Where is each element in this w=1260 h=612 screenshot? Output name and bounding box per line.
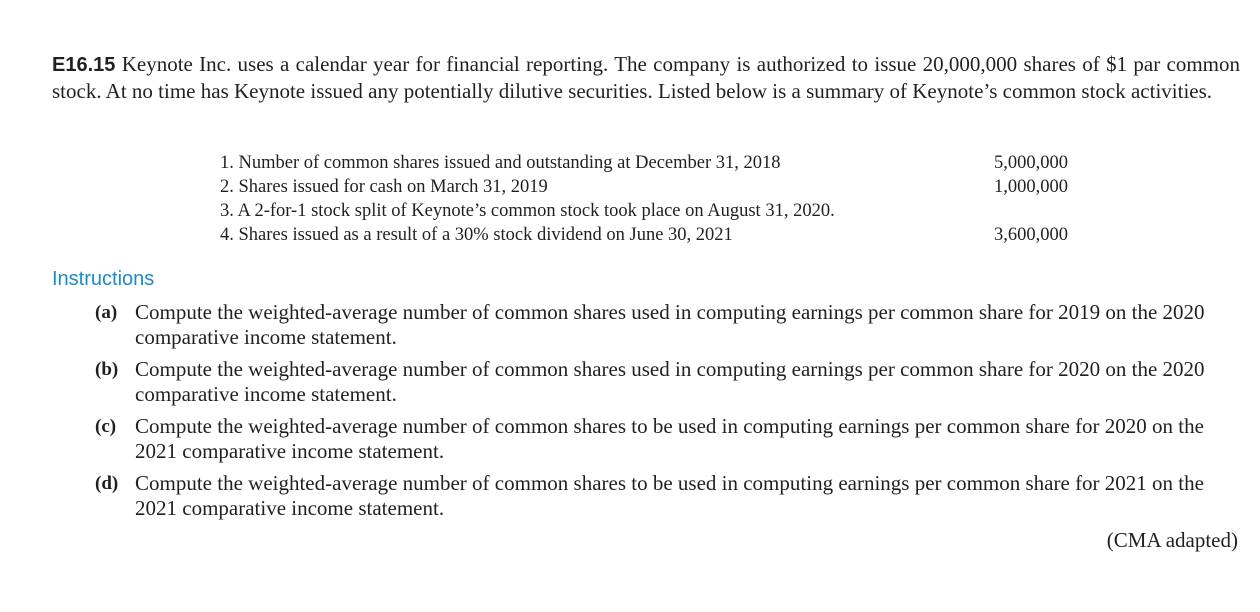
instruction-label: (d)	[95, 473, 119, 494]
instruction-text: Compute the weighted-average number of common shares to be used in computing earnings per common share for 2020 on the 2021 comparative income statement.	[135, 414, 1204, 463]
instruction-text: Compute the weighted-average number of common shares to be used in computing earnings per common share for 2021 on the 2021 comparative income statement.	[135, 471, 1204, 520]
instruction-text: Compute the weighted-average number of common shares used in computing earnings per common share for 2019 on the 2020 comparative income statement.	[135, 300, 1205, 349]
instruction-label: (a)	[95, 302, 118, 323]
activity-list	[220, 151, 1080, 247]
instruction-item	[95, 414, 1243, 464]
activity-value: 1,000,000	[994, 177, 1068, 197]
activity-value: 3,600,000	[994, 225, 1068, 245]
instructions-list	[95, 300, 1243, 528]
activity-row	[220, 175, 1080, 199]
instruction-label: (b)	[95, 359, 119, 380]
activity-label: 1. Number of common shares issued and outstanding at December 31, 2018	[220, 153, 781, 173]
activity-row	[220, 199, 1080, 223]
instruction-label: (c)	[95, 416, 117, 437]
instruction-item	[95, 357, 1243, 407]
source-note: (CMA adapted)	[1106, 528, 1238, 552]
instruction-text: Compute the weighted-average number of common shares used in computing earnings per common share for 2020 on the 2020 comparative income statement.	[135, 357, 1205, 406]
instruction-item	[95, 471, 1243, 521]
activity-label: 4. Shares issued as a result of a 30% stock dividend on June 30, 2021	[220, 225, 733, 245]
activity-value: 5,000,000	[994, 153, 1068, 173]
instruction-item	[95, 300, 1243, 350]
activity-label: 3. A 2-for-1 stock split of Keynote’s common stock took place on August 31, 2020.	[220, 201, 835, 221]
instructions-heading: Instructions	[52, 268, 155, 290]
activity-row	[220, 223, 1080, 247]
exercise-number: E16.15	[52, 54, 116, 76]
activity-label: 2. Shares issued for cash on March 31, 2019	[220, 177, 548, 197]
exercise-intro	[52, 51, 1240, 104]
exercise-intro-text: Keynote Inc. uses a calendar year for financial reporting. The company is authorized to issue 20,000,000 shares of $1 par common stock. At no time has Keynote issued any potentially dilutive securities. Listed below is a summary of Keynote’s common stock activities.	[52, 52, 1240, 103]
activity-row	[220, 151, 1080, 175]
